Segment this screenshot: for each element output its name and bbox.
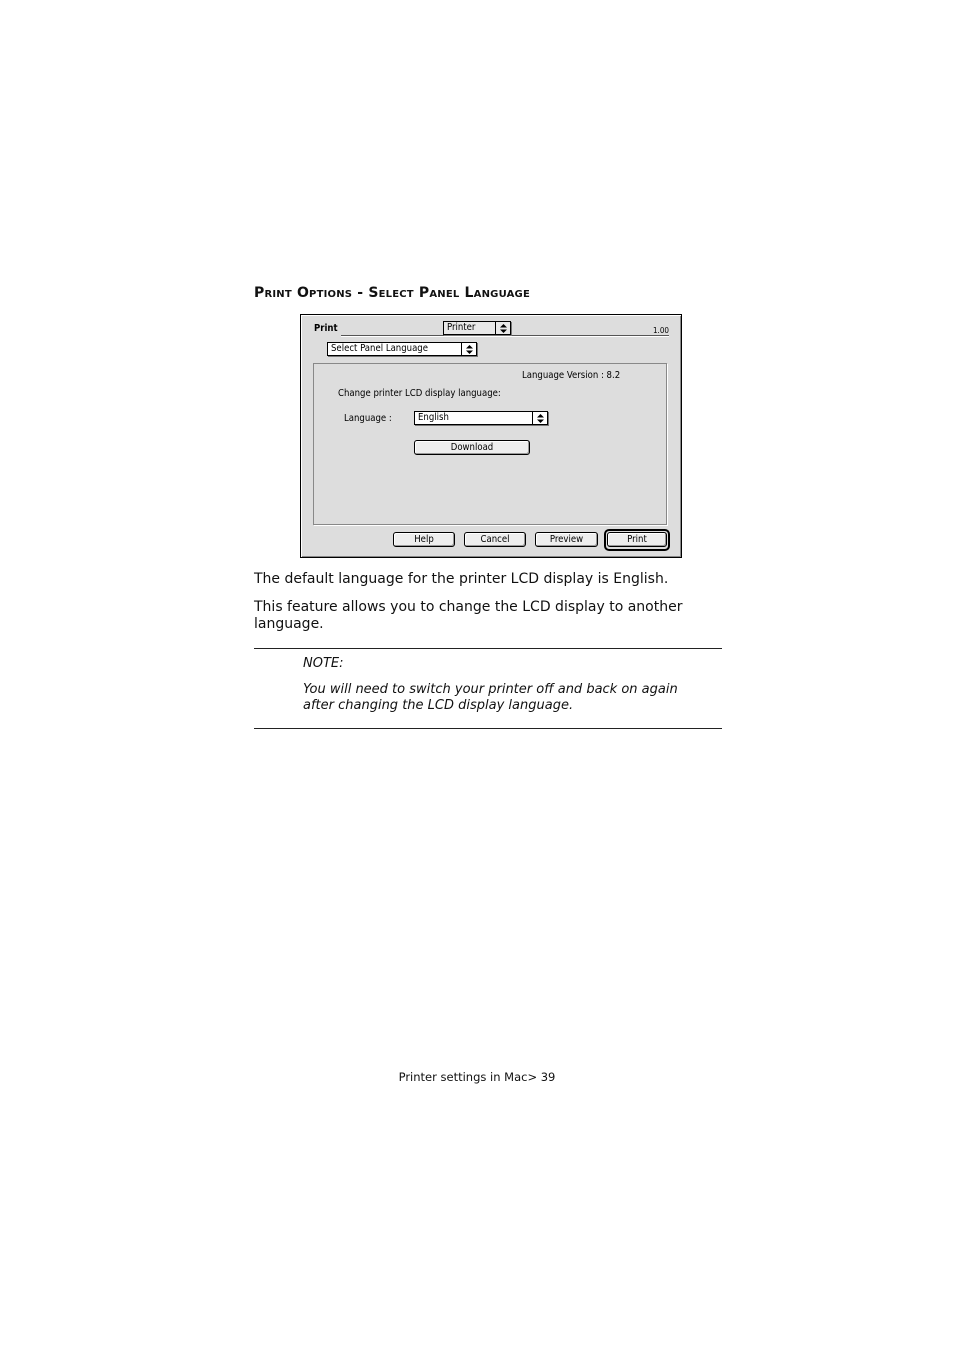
language-field-label: Language :	[344, 413, 392, 424]
panel-popup-label: Select Panel Language	[331, 343, 428, 354]
dialog-title: Print	[314, 323, 338, 334]
settings-panel	[313, 363, 667, 525]
panel-select-popup[interactable]	[327, 342, 477, 356]
paragraph: This feature allows you to change the LCD display to another language.	[254, 599, 683, 632]
section-heading: Print Options - Select Panel Language	[254, 285, 530, 301]
language-popup-value: English	[418, 412, 449, 423]
note-body: You will need to switch your printer off and back on again after changing the LCD display language.	[303, 682, 678, 713]
up-down-arrows-icon	[495, 322, 510, 334]
cancel-button[interactable]: Cancel	[464, 532, 526, 547]
preview-button[interactable]: Preview	[535, 532, 598, 547]
version-label: 1.00	[652, 326, 669, 335]
change-language-label: Change printer LCD display language:	[338, 388, 501, 399]
note-divider-top	[254, 648, 722, 649]
download-button[interactable]: Download	[414, 440, 530, 455]
print-button[interactable]: Print	[607, 532, 667, 547]
language-popup[interactable]	[414, 411, 548, 425]
printer-popup[interactable]	[443, 321, 511, 335]
print-dialog	[300, 314, 682, 558]
printer-popup-label: Printer	[447, 322, 476, 333]
language-version-label: Language Version : 8.2	[522, 370, 621, 381]
page-footer: Printer settings in Mac> 39	[398, 1070, 556, 1084]
note-title: NOTE:	[303, 656, 344, 671]
note-divider-bottom	[254, 728, 722, 729]
paragraph: The default language for the printer LCD display is English.	[254, 571, 669, 587]
up-down-arrows-icon	[532, 412, 547, 424]
up-down-arrows-icon	[461, 343, 476, 355]
title-divider	[341, 335, 669, 337]
help-button[interactable]: Help	[393, 532, 455, 547]
